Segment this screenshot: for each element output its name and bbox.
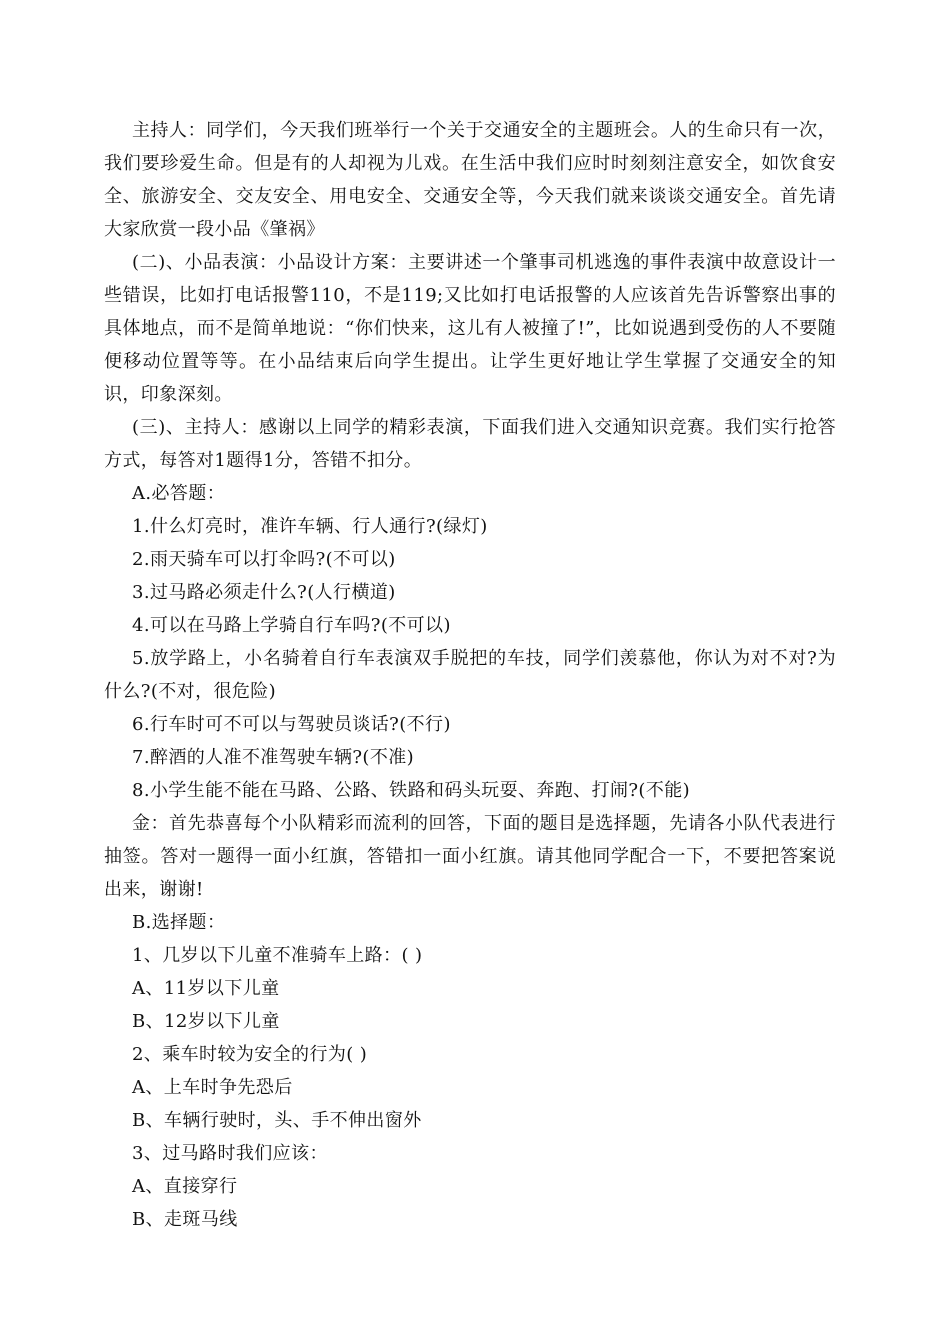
question-item: 4.可以在马路上学骑自行车吗?(不可以) [132,615,451,636]
choice-question: 3、过马路时我们应该： [132,1143,328,1164]
section-heading-required-questions: A.必答题： [132,483,226,504]
choice-option: B、12岁以下儿童 [132,1011,280,1032]
choice-option: A、11岁以下儿童 [132,978,280,999]
section-heading-choice-questions: B.选择题： [132,912,226,933]
paragraph-host-intro: 主持人：同学们，今天我们班举行一个关于交通安全的主题班会。人的生命只有一次，我们要珍爱生命。但是有的人却视为儿戏。在生活中我们应时时刻刻注意安全，如饮食安全、旅游安全、交友安全、用电安全、交通安全等，今天我们就来谈谈交通安全。首先请大家欣赏一段小品《肇祸》 [104,120,836,240]
question-item: 6.行车时可不可以与驾驶员谈话?(不行) [132,714,451,735]
document-body [104,114,836,1236]
paragraph-skit-performance: (二)、小品表演：小品设计方案：主要讲述一个肇事司机逃逸的事件表演中故意设计一些错误，比如打电话报警110，不是119;又比如打电话报警的人应该首先告诉警察出事的具体地点，而不是简单地说：“你们快来，这儿有人被撞了!”，比如说遇到受伤的人不要随便移动位置等等。在小品结束后向学生提出。让学生更好地让学生掌握了交通安全的知识，印象深刻。 [104,252,836,405]
choice-question: 1、几岁以下儿童不准骑车上路：( ) [132,945,423,966]
question-item: 1.什么灯亮时，准许车辆、行人通行?(绿灯) [132,516,488,537]
question-item: 5.放学路上，小名骑着自行车表演双手脱把的车技，同学们羡慕他，你认为对不对?为什么?(不对，很危险) [104,648,836,702]
paragraph-quiz-intro: (三)、主持人：感谢以上同学的精彩表演，下面我们进入交通知识竞赛。我们实行抢答方式，每答对1题得1分，答错不扣分。 [104,417,836,471]
choice-option: B、车辆行驶时，头、手不伸出窗外 [132,1110,422,1131]
paragraph-choice-intro: 金：首先恭喜每个小队精彩而流利的回答，下面的题目是选择题，先请各小队代表进行抽签。答对一题得一面小红旗，答错扣一面小红旗。请其他同学配合一下，不要把答案说出来，谢谢! [104,813,836,900]
choice-option: A、上车时争先恐后 [132,1077,293,1098]
question-item: 8.小学生能不能在马路、公路、铁路和码头玩耍、奔跑、打闹?(不能) [132,780,691,801]
choice-question: 2、乘车时较为安全的行为( ) [132,1044,368,1065]
question-item: 7.醉酒的人准不准驾驶车辆?(不准) [132,747,415,768]
choice-option: B、走斑马线 [132,1209,238,1230]
question-item: 2.雨天骑车可以打伞吗?(不可以) [132,549,396,570]
question-item: 3.过马路必须走什么?(人行横道) [132,582,396,603]
choice-option: A、直接穿行 [132,1176,238,1197]
